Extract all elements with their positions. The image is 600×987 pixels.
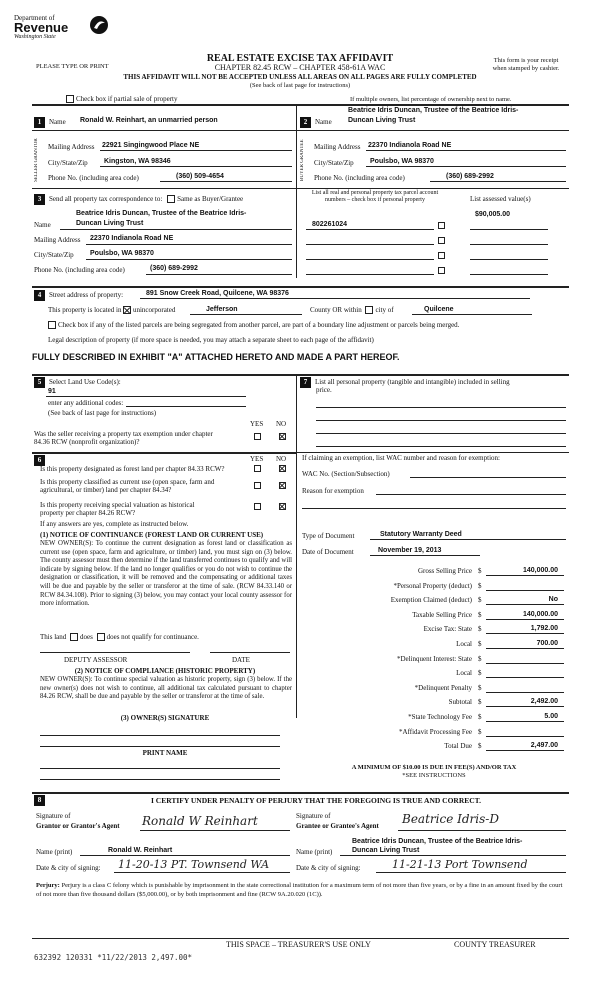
same-as-buyer-checkbox[interactable] [167, 195, 175, 203]
calc-value[interactable]: 140,000.00 [522, 567, 558, 574]
tax-corr-city[interactable]: Poulsbo, WA 98370 [90, 250, 154, 257]
exempt-q2: 84.36 RCW (nonprofit organization)? [34, 438, 140, 447]
located-label: This property is located in [48, 306, 122, 314]
grantee-name-1[interactable]: Beatrice Idris Duncan, Trustee of the Beatrice Idris- [352, 838, 523, 845]
county-treasurer: COUNTY TREASURER [454, 940, 536, 949]
form-chapter: CHAPTER 82.45 RCW – CHAPTER 458-61A WAC [214, 63, 386, 72]
grantee-signature[interactable]: Beatrice Idris-D [402, 812, 499, 826]
cert-title: I CERTIFY UNDER PENALTY OF PERJURY THAT THE FOREGOING IS TRUE AND CORRECT. [150, 796, 481, 805]
segregated-checkbox[interactable] [48, 321, 56, 329]
buyer-city[interactable]: Poulsbo, WA 98370 [370, 158, 434, 165]
grantor-name[interactable]: Ronald W. Reinhart [108, 847, 173, 854]
tax-corr-phone-label: Phone No. (including area code) [34, 266, 125, 274]
personal-property-checkbox[interactable] [438, 222, 445, 229]
calc-value[interactable]: 140,000.00 [522, 610, 558, 618]
yes-header: YES [250, 420, 264, 428]
buyer-name-row [300, 117, 332, 128]
divider [32, 130, 569, 131]
perjury-notice [36, 882, 566, 899]
divider [296, 374, 297, 718]
grantee-date-label: Date & city of signing: [296, 864, 361, 872]
dollar-sign: $ [478, 581, 482, 590]
dollar-sign: $ [478, 567, 482, 575]
underline [40, 768, 280, 769]
dollar-sign: $ [478, 698, 482, 707]
county-or-within: County OR within [310, 306, 362, 314]
divider [32, 452, 296, 454]
seller-name[interactable]: Ronald W. Reinhart, an unmarried person [80, 117, 218, 124]
calc-label: Subtotal [448, 698, 472, 707]
grantee-name-2[interactable]: Duncan Living Trust [352, 847, 420, 854]
perjury-label: Perjury: [36, 882, 60, 889]
underline [302, 508, 566, 509]
section-number-6: 6 [34, 455, 45, 466]
calc-label: Taxable Selling Price [412, 610, 472, 619]
underline [410, 477, 566, 478]
historic-yes-checkbox[interactable] [254, 503, 261, 510]
doc-type-label: Type of Document [302, 532, 355, 540]
does-label: does [80, 633, 93, 641]
calc-label: Exemption Claimed (deduct) [390, 596, 472, 605]
parcel-header [300, 190, 450, 204]
see-back-instructions: (See back of last page for instructions) [249, 82, 351, 89]
underline [340, 855, 566, 856]
s6-yes-header: YES [250, 455, 264, 463]
deputy-assessor-label: DEPUTY ASSESSOR [64, 656, 128, 664]
underline [46, 396, 246, 397]
minimum-due: A MINIMUM OF $10.00 IS DUE IN FEE(S) AND/OR TAX [351, 764, 517, 771]
seller-mail-label: Mailing Address [48, 143, 95, 151]
underline [100, 150, 292, 151]
personal-prop-label-1: List all personal property (tangible and intangible) included in selling [315, 378, 510, 386]
seller-name-row [34, 117, 66, 128]
partial-sale-label: Check box if partial sale of property [76, 95, 178, 103]
underline [60, 229, 292, 230]
underline [470, 259, 548, 260]
county-label [310, 306, 394, 314]
treasurer-use: THIS SPACE – TREASURER'S USE ONLY [226, 940, 371, 949]
grantee-date-city[interactable]: 11-21-13 Port Townsend [392, 858, 528, 871]
logo-line3: Washington State [14, 34, 56, 41]
underline [486, 590, 564, 591]
current-use-q-b: agricultural, or timber) land per chapter 84.34? [40, 486, 172, 495]
current-use-no-checkbox[interactable] [279, 482, 286, 489]
assessed-header: List assessed value(s) [470, 195, 531, 203]
underline [486, 692, 564, 693]
parcel-header-1: List all real and personal property tax parcel account [311, 190, 439, 196]
underline [40, 779, 280, 780]
perjury-text: Perjury is a class C felony which is punishable by imprisonment in the state correctional institution for a maximum term of not more than five years, or by a fine in an amount fixed by the court of not more than five thousand dollars ($5,000.00), or by both imprisonment and fine (RCW 9A.20.020 (1C)). [36, 882, 563, 898]
seller-phone[interactable]: (360) 509-4654 [176, 173, 224, 180]
notice2-title: (2) NOTICE OF COMPLIANCE (HISTORIC PROPERTY) [74, 667, 256, 675]
calc-label: Total Due [444, 742, 472, 751]
buyer-name-2[interactable]: Duncan Living Trust [348, 117, 416, 124]
calc-label: *Affidavit Processing Fee [399, 727, 472, 736]
forest-no-checkbox[interactable] [279, 465, 286, 472]
unincorporated-label: unincorporated [132, 306, 176, 314]
does-not-qualify-checkbox[interactable] [97, 633, 105, 641]
dollar-sign: $ [478, 625, 482, 634]
section-number-8: 8 [34, 795, 45, 806]
underline [430, 181, 566, 182]
underline [486, 677, 564, 678]
underline [140, 298, 530, 299]
current-use-yes-checkbox[interactable] [254, 482, 261, 489]
tax-corr-name-label: Name [34, 221, 51, 229]
calc-value[interactable]: 1,792.00 [530, 625, 558, 633]
underline [486, 575, 564, 576]
grantor-date-label: Date & city of signing: [36, 864, 101, 872]
grantor-date-city[interactable]: 11-20-13 PT. Townsend WA [118, 858, 270, 871]
underline [486, 736, 564, 737]
personal-property-checkbox[interactable] [438, 237, 445, 244]
underline [376, 494, 566, 495]
multiple-owners-note: If multiple owners, list percentage of ownership next to name. [350, 96, 512, 103]
underline [80, 855, 290, 856]
dollar-sign: $ [478, 596, 482, 605]
doc-date[interactable]: November 19, 2013 [378, 547, 442, 554]
buyer-phone[interactable]: (360) 689-2992 [446, 173, 494, 180]
underline [370, 539, 566, 540]
exempt-q1: Was the seller receiving a property tax exemption under chapter [34, 430, 213, 438]
if-yes-note: If any answers are yes, complete as instructed below. [40, 520, 189, 528]
dor-logo [14, 14, 104, 42]
tax-corr-city-label: City/State/Zip [34, 251, 74, 259]
partial-sale-row[interactable] [66, 95, 177, 103]
notice1-body: NEW OWNER(S): To continue the current designation as forest land or classification as current use (open space, farm and agriculture, or timber) land, you must sign on (3) below. The county assessor must then determine if the land transferred continues to qualify and will indicate by signing below. If the land no longer qualifies or you do not wish to continue the designation or classification, it will be removed and the compensating or additional taxes will be due and payable by the seller or transferor at the time of sale. (RCW 84.33.140 or RCW 84.34.108). Prior to signing (3) below, you may contact your local county assessor for more information. [40, 540, 292, 608]
divider [32, 938, 569, 939]
please-type: PLEASE TYPE OR PRINT [36, 63, 109, 70]
historic-q-a: Is this property receiving special valuation as historical [40, 501, 195, 509]
section-number-2: 2 [300, 117, 311, 128]
grantor-signature[interactable]: Ronald W Reinhart [142, 814, 258, 828]
same-as-buyer-label: Same as Buyer/Grantee [177, 195, 244, 203]
property-city[interactable]: Quilcene [424, 306, 454, 313]
tax-corr-name-2[interactable]: Duncan Living Trust [76, 220, 144, 227]
underline [412, 314, 532, 315]
dollar-sign: $ [478, 727, 482, 736]
underline [40, 746, 280, 747]
grantor-sig-label-2: Grantor or Grantor's Agent [36, 822, 120, 830]
seller-mail[interactable]: 22921 Singingwood Place NE [102, 142, 200, 149]
revenue-swirl-icon [88, 14, 110, 36]
seller-city-label: City/State/Zip [48, 159, 88, 167]
section-number-1: 1 [34, 117, 45, 128]
underline [140, 830, 290, 831]
underline [366, 150, 566, 151]
owner-signature-label: (3) OWNER(S) SIGNATURE [120, 714, 210, 722]
form-title: REAL ESTATE EXCISE TAX AFFIDAVIT [206, 53, 394, 64]
underline [40, 735, 280, 736]
cert-row [34, 795, 49, 806]
land-use-code[interactable]: 91 [48, 388, 56, 395]
tax-corr-mail-label: Mailing Address [34, 236, 81, 244]
land-use-see-back: (See back of last page for instructions) [48, 409, 157, 417]
divider [296, 452, 569, 453]
logo-line2: Revenue [14, 20, 69, 36]
seller-phone-label: Phone No. (including area code) [48, 174, 139, 182]
unincorporated-checkbox[interactable] [123, 306, 131, 314]
exempt-question [34, 430, 244, 447]
property-county[interactable]: Jefferson [206, 306, 238, 313]
buyer-city-label: City/State/Zip [314, 159, 354, 167]
seller-side-label: SELLER GRANTOR [34, 138, 39, 182]
underline [316, 433, 566, 434]
calc-value[interactable]: 2,492.00 [530, 698, 558, 706]
calc-value[interactable]: 5.00 [544, 713, 558, 720]
receipt-note-2: when stamped by cashier. [492, 64, 560, 72]
underline [190, 314, 302, 315]
tax-corr-label: Send all property tax correspondence to: [49, 195, 163, 203]
partial-sale-checkbox[interactable] [66, 95, 74, 103]
section-number-5: 5 [34, 377, 45, 388]
personal-prop-label-2: price. [316, 386, 332, 394]
grantee-sig-label-2: Grantee or Grantee's Agent [296, 822, 379, 830]
land-use-row [34, 377, 121, 388]
parcel-header-2: numbers – check box if personal property [325, 197, 425, 204]
underline [40, 652, 190, 653]
doc-date-label: Date of Document [302, 548, 354, 556]
forest-question: Is this property designated as forest land per chapter 84.33 RCW? [40, 465, 225, 473]
section-number-7: 7 [300, 377, 311, 388]
historic-no-checkbox[interactable] [279, 503, 286, 510]
underline [316, 407, 566, 408]
calc-label: *Delinquent Interest: State [396, 654, 472, 663]
underline [210, 652, 290, 653]
underline [146, 274, 292, 275]
print-name-label: PRINT NAME [142, 749, 188, 757]
land-qualifies-row [40, 633, 199, 641]
city-of-label: city of [375, 306, 394, 314]
segregated-row [48, 321, 459, 329]
underline [486, 663, 564, 664]
grantee-sig-label-1: Signature of [296, 812, 331, 820]
s6-no-header: NO [276, 455, 287, 463]
does-not-label: does not qualify for continuance. [106, 633, 199, 641]
personal-property-checkbox[interactable] [438, 252, 445, 259]
underline [306, 259, 434, 260]
divider [32, 188, 569, 189]
calc-value[interactable]: 700.00 [536, 640, 558, 647]
logo-line1: Department of [14, 14, 55, 22]
calc-label: *Personal Property (deduct) [393, 581, 472, 590]
buyer-name-label: Name [315, 118, 332, 126]
cashier-stamp: 632392 120331 *11/22/2013 2,497.00* [34, 953, 193, 962]
dollar-sign: $ [478, 669, 482, 678]
calc-value[interactable]: 2,497.00 [530, 742, 558, 750]
additional-codes-label: enter any additional codes: [48, 399, 124, 407]
tax-corr-row [34, 194, 243, 205]
seller-name-label: Name [49, 118, 66, 126]
underline [126, 406, 246, 407]
buyer-mail-label: Mailing Address [314, 143, 361, 151]
divider [32, 104, 569, 106]
personal-property-checkbox[interactable] [438, 267, 445, 274]
grantee-name-label: Name (print) [296, 848, 333, 856]
divider [296, 188, 297, 278]
dollar-sign: $ [478, 654, 482, 663]
reason-label: Reason for exemption [302, 487, 364, 495]
dollar-sign: $ [478, 713, 482, 721]
underline [376, 872, 566, 873]
underline [470, 274, 548, 275]
tax-corr-phone[interactable]: (360) 689-2992 [150, 265, 198, 272]
current-use-question [40, 478, 245, 495]
property-street-row [34, 290, 123, 301]
form-warning: THIS AFFIDAVIT WILL NOT BE ACCEPTED UNLESS ALL AREAS ON ALL PAGES ARE FULLY COMPLETED [123, 73, 477, 81]
exempt-no-checkbox[interactable] [279, 433, 286, 440]
historic-q-b: property per chapter 84.26 RCW? [40, 509, 136, 518]
divider [32, 374, 569, 376]
land-use-label: Select Land Use Code(s): [49, 378, 121, 386]
exempt-yes-checkbox[interactable] [254, 433, 261, 440]
wac-label: WAC No. (Section/Subsection) [302, 470, 390, 478]
property-street[interactable]: 891 Snow Creek Road, Quilcene, WA 98376 [146, 290, 289, 297]
historic-question [40, 501, 245, 518]
underline [86, 244, 292, 245]
notice1-title: (1) NOTICE OF CONTINUANCE (FOREST LAND OR CURRENT USE) [40, 531, 264, 539]
dollar-sign: $ [478, 610, 482, 619]
parcel-number[interactable]: 802261024 [312, 221, 348, 228]
buyer-phone-label: Phone No. (including area code) [314, 174, 405, 182]
calc-label: Gross Selling Price [417, 567, 472, 575]
underline [100, 166, 292, 167]
street-label: Street address of property: [49, 291, 124, 299]
date-label: DATE [232, 656, 250, 664]
calc-label: *State Technology Fee [408, 713, 472, 721]
this-land-label: This land [40, 633, 67, 641]
underline [306, 244, 434, 245]
underline [486, 750, 564, 751]
grantor-name-label: Name (print) [36, 848, 73, 856]
underline [370, 555, 480, 556]
current-use-q-a: Is this property classified as current use (open space, farm and [40, 478, 215, 486]
buyer-side-label: BUYER GRANTEE [300, 139, 305, 181]
underline [86, 259, 292, 260]
calc-label: Local [456, 669, 472, 678]
underline [316, 446, 566, 447]
underline [486, 633, 564, 634]
tax-corr-name-1[interactable]: Beatrice Idris Duncan, Trustee of the Beatrice Idris- [76, 210, 247, 217]
dollar-sign: $ [478, 640, 482, 648]
dollar-sign: $ [478, 742, 482, 751]
seller-city[interactable]: Kingston, WA 98346 [104, 158, 171, 165]
assessed-value[interactable]: $90,005.00 [475, 211, 511, 218]
buyer-name-1[interactable]: Beatrice Idris Duncan, Trustee of the Beatrice Idris- [348, 107, 519, 114]
notice2-body: NEW OWNER(S): To continue special valuation as historic property, sign (3) below. If the new owner(s) does not wish to continue, all additional tax calculated pursuant to chapter 84.26 RCW, shall be due and payable by the seller or transferor at the time of sale. [40, 676, 292, 701]
underline [486, 619, 564, 620]
underline [366, 166, 566, 167]
underline [306, 229, 434, 230]
section-number-3: 3 [34, 194, 45, 205]
underline [486, 721, 564, 722]
no-header: NO [276, 420, 287, 428]
forest-yes-checkbox[interactable] [254, 465, 261, 472]
exemption-label: If claiming an exemption, list WAC number and reason for exemption: [302, 454, 500, 462]
calc-value[interactable]: No [548, 596, 558, 604]
dollar-sign: $ [478, 683, 482, 692]
city-of-checkbox[interactable] [365, 306, 373, 314]
underline [486, 604, 564, 605]
divider [32, 286, 569, 288]
calc-label: Local [456, 640, 472, 648]
underline [470, 229, 548, 230]
located-row [48, 306, 175, 314]
doc-type[interactable]: Statutory Warranty Deed [380, 531, 462, 538]
underline [398, 830, 566, 831]
grantor-sig-label-1: Signature of [36, 812, 71, 820]
tax-corr-mail[interactable]: 22370 Indianola Road NE [90, 235, 174, 242]
underline [486, 648, 564, 649]
legal-desc-label: Legal description of property (if more space is needed, you may attach a separate sheet to each page of the affidavit) [48, 336, 374, 344]
underline [306, 274, 434, 275]
see-instructions: *SEE INSTRUCTIONS [402, 772, 466, 779]
underline [114, 872, 290, 873]
underline [486, 706, 564, 707]
legal-description: FULLY DESCRIBED IN EXHIBIT "A" ATTACHED HERETO AND MADE A PART HEREOF. [32, 352, 400, 362]
receipt-note [466, 57, 586, 73]
does-qualify-checkbox[interactable] [70, 633, 78, 641]
section-number-4: 4 [34, 290, 45, 301]
segregated-label: Check box if any of the listed parcels are being segregated from another parcel, are part of a boundary line adjustment or parcels being merged. [58, 321, 460, 329]
divider [32, 792, 569, 794]
receipt-note-1: This form is your receipt [493, 57, 559, 64]
calc-label: Excise Tax: State [423, 625, 472, 634]
divider [296, 104, 297, 188]
underline [470, 244, 548, 245]
calc-label: *Delinquent Penalty [414, 683, 472, 692]
underline [316, 420, 566, 421]
underline [160, 181, 292, 182]
buyer-mail[interactable]: 22370 Indianola Road NE [368, 142, 452, 149]
